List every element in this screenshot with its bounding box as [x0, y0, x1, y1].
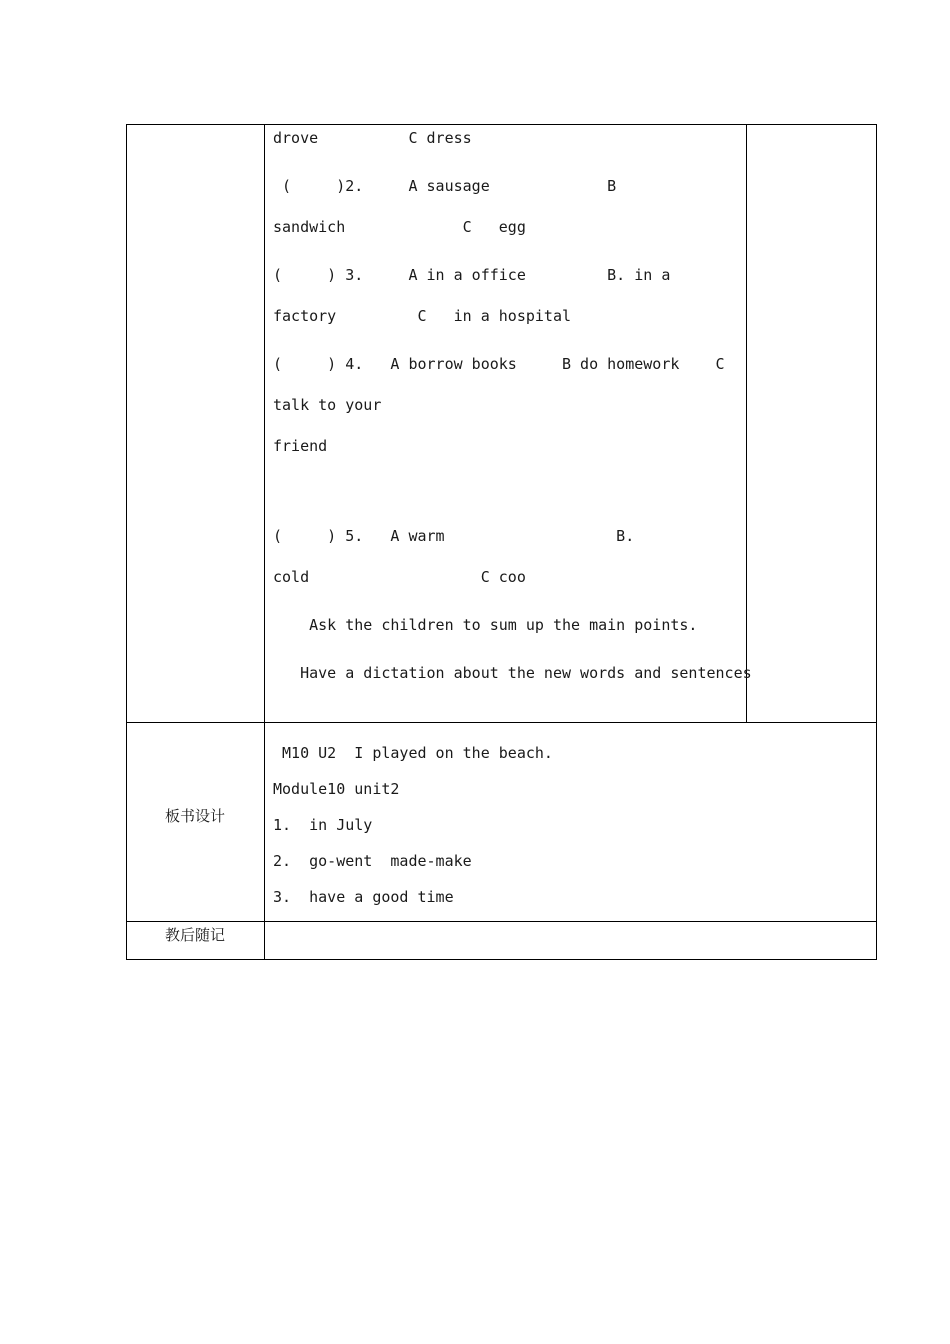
board-line: 2. go-went made-make	[273, 852, 472, 870]
notes-label: 教后随记	[164, 926, 225, 944]
exercise-line: talk to your	[273, 396, 382, 414]
exercise-line: ( ) 5. A warm B.	[273, 527, 635, 545]
exercise-line: ( ) 4. A borrow books B do homework C	[273, 355, 725, 373]
exercise-line: Have a dictation about the new words and sentences	[273, 664, 752, 682]
table-border-left	[126, 124, 127, 960]
exercise-line: ( )2. A sausage B	[273, 177, 617, 195]
exercise-line: cold C coo	[273, 568, 526, 586]
table-border-right	[876, 124, 877, 960]
table-border-bottom	[126, 959, 877, 960]
table-border-top	[126, 124, 877, 125]
exercise-line: ( ) 3. A in a office B. in a	[273, 266, 671, 284]
exercise-line: Ask the children to sum up the main points.	[273, 616, 698, 634]
exercise-line: sandwich C egg	[273, 218, 526, 236]
row-divider-notes	[126, 921, 877, 922]
board-line: M10 U2 I played on the beach.	[273, 744, 553, 762]
exercise-line: drove C dress	[273, 129, 472, 147]
board-design-label: 板书设计	[164, 807, 225, 825]
board-line: 1. in July	[273, 816, 373, 834]
column-divider-right	[746, 124, 747, 722]
exercise-line: friend	[273, 437, 328, 455]
board-line: Module10 unit2	[273, 780, 400, 798]
column-divider-label	[264, 124, 265, 960]
row-divider-board	[126, 722, 877, 723]
board-line: 3. have a good time	[273, 888, 454, 906]
exercise-line: factory C in a hospital	[273, 307, 572, 325]
